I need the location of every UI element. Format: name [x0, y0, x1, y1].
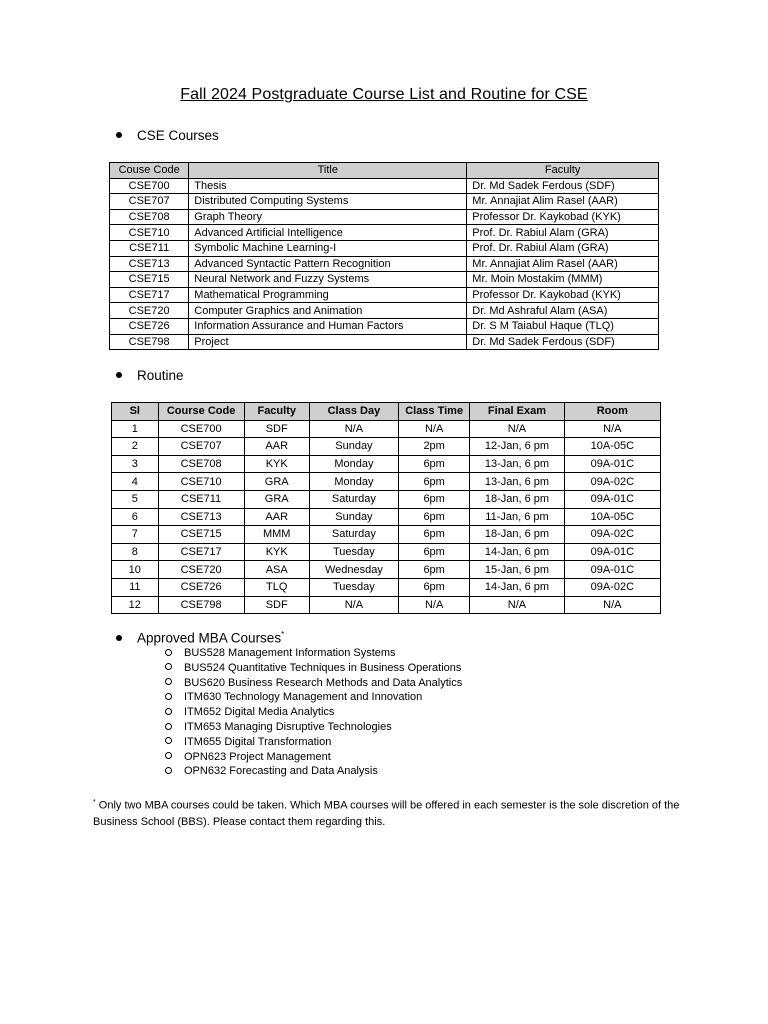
table-row [110, 240, 659, 256]
table-cell: N/A [470, 420, 564, 438]
column-header: Class Day [309, 403, 398, 421]
table-cell: 15-Jan, 6 pm [470, 561, 564, 579]
table-cell: Sunday [309, 508, 398, 526]
table-row [110, 209, 659, 225]
circle-bullet-icon [165, 723, 172, 730]
section-label: Approved MBA Courses [137, 630, 282, 646]
circle-bullet-icon [165, 649, 172, 656]
table-cell: Professor Dr. Kaykobad (KYK) [467, 287, 659, 303]
table-row [110, 256, 659, 272]
table-cell: CSE720 [158, 561, 244, 579]
list-item [165, 764, 462, 779]
table-row [112, 455, 661, 473]
table-cell: N/A [398, 420, 469, 438]
column-header: Course Code [158, 403, 244, 421]
table-row [110, 225, 659, 241]
table-cell: KYK [244, 543, 309, 561]
table-row [112, 438, 661, 456]
table-row [110, 272, 659, 288]
table-cell: N/A [470, 596, 564, 614]
table-cell: CSE711 [110, 240, 189, 256]
table-cell: GRA [244, 490, 309, 508]
footnote-marker: * [281, 630, 285, 639]
mba-course-label: BUS620 Business Research Methods and Data Analytics [184, 676, 463, 689]
table-cell: AAR [244, 438, 309, 456]
table-cell: 12 [112, 596, 159, 614]
cse-courses-table [109, 162, 659, 350]
list-item [165, 661, 462, 676]
table-cell: Dr. Md Sadek Ferdous (SDF) [467, 178, 659, 194]
mba-course-label: OPN632 Forecasting and Data Analysis [184, 765, 378, 778]
table-cell: 13-Jan, 6 pm [470, 473, 564, 491]
table-cell: 2 [112, 438, 159, 456]
footnote-marker: * [93, 799, 96, 806]
section-routine [116, 368, 184, 383]
list-item [165, 676, 462, 691]
table-cell: Computer Graphics and Animation [189, 303, 467, 319]
table-cell: CSE715 [110, 272, 189, 288]
table-cell: CSE707 [110, 194, 189, 210]
table-row [112, 473, 661, 491]
table-cell: CSE715 [158, 526, 244, 544]
circle-bullet-icon [165, 693, 172, 700]
table-cell: GRA [244, 473, 309, 491]
circle-bullet-icon [165, 737, 172, 744]
table-cell: CSE711 [158, 490, 244, 508]
list-item [165, 646, 462, 661]
mba-course-label: ITM652 Digital Media Analytics [184, 706, 335, 719]
table-cell: CSE713 [158, 508, 244, 526]
column-header: Room [564, 403, 660, 421]
table-cell: Wednesday [309, 561, 398, 579]
table-row [110, 303, 659, 319]
table-cell: 8 [112, 543, 159, 561]
table-row [112, 596, 661, 614]
table-cell: 4 [112, 473, 159, 491]
section-cse-courses [116, 128, 219, 143]
table-cell: SDF [244, 420, 309, 438]
column-header: Couse Code [110, 163, 189, 179]
table-cell: Thesis [189, 178, 467, 194]
table-row [112, 561, 661, 579]
section-label: CSE Courses [137, 128, 219, 143]
table-cell: Advanced Artificial Intelligence [189, 225, 467, 241]
circle-bullet-icon [165, 663, 172, 670]
table-row [112, 543, 661, 561]
table-cell: CSE726 [110, 318, 189, 334]
table-cell: 12-Jan, 6 pm [470, 438, 564, 456]
table-cell: 3 [112, 455, 159, 473]
table-cell: 6pm [398, 508, 469, 526]
table-cell: Project [189, 334, 467, 350]
table-cell: ASA [244, 561, 309, 579]
list-item [165, 750, 462, 765]
table-cell: CSE708 [110, 209, 189, 225]
table-cell: Monday [309, 455, 398, 473]
table-row [110, 318, 659, 334]
table-cell: 6pm [398, 455, 469, 473]
table-cell: 6pm [398, 473, 469, 491]
table-row [112, 490, 661, 508]
table-header-row [112, 403, 661, 421]
table-row [110, 194, 659, 210]
table-cell: CSE707 [158, 438, 244, 456]
table-cell: Mr. Moin Mostakim (MMM) [467, 272, 659, 288]
column-header: Faculty [467, 163, 659, 179]
table-cell: CSE710 [158, 473, 244, 491]
table-cell: AAR [244, 508, 309, 526]
table-cell: 18-Jan, 6 pm [470, 526, 564, 544]
column-header: Faculty [244, 403, 309, 421]
table-cell: Information Assurance and Human Factors [189, 318, 467, 334]
list-item [165, 720, 462, 735]
page-title: Fall 2024 Postgraduate Course List and Routine for CSE [180, 86, 588, 103]
mba-course-label: BUS528 Management Information Systems [184, 647, 396, 659]
table-cell: 2pm [398, 438, 469, 456]
table-cell: CSE798 [158, 596, 244, 614]
mba-course-label: BUS524 Quantitative Techniques in Business Operations [184, 661, 462, 674]
table-cell: SDF [244, 596, 309, 614]
table-cell: 6pm [398, 578, 469, 596]
circle-bullet-icon [165, 678, 172, 685]
table-cell: Dr. Md Sadek Ferdous (SDF) [467, 334, 659, 350]
routine-table [111, 402, 661, 614]
table-cell: CSE708 [158, 455, 244, 473]
footnote [93, 795, 683, 830]
list-item [165, 735, 462, 750]
table-cell: CSE717 [158, 543, 244, 561]
table-cell: 1 [112, 420, 159, 438]
table-cell: 6pm [398, 490, 469, 508]
table-cell: Prof. Dr. Rabiul Alam (GRA) [467, 225, 659, 241]
table-cell: Distributed Computing Systems [189, 194, 467, 210]
table-cell: 10A-05C [564, 438, 660, 456]
table-cell: Dr. S M Taiabul Haque (TLQ) [467, 318, 659, 334]
table-cell: N/A [309, 420, 398, 438]
table-cell: 6pm [398, 526, 469, 544]
table-cell: 09A-02C [564, 473, 660, 491]
table-row [110, 178, 659, 194]
table-cell: CSE720 [110, 303, 189, 319]
list-item [165, 705, 462, 720]
table-cell: 11-Jan, 6 pm [470, 508, 564, 526]
table-cell: 11 [112, 578, 159, 596]
table-cell: Dr. Md Ashraful Alam (ASA) [467, 303, 659, 319]
table-cell: 09A-01C [564, 543, 660, 561]
table-row [112, 508, 661, 526]
table-row [112, 578, 661, 596]
table-cell: N/A [564, 420, 660, 438]
table-cell: Symbolic Machine Learning-I [189, 240, 467, 256]
table-cell: 6 [112, 508, 159, 526]
table-cell: Monday [309, 473, 398, 491]
table-cell: CSE700 [110, 178, 189, 194]
table-row [112, 526, 661, 544]
table-cell: Prof. Dr. Rabiul Alam (GRA) [467, 240, 659, 256]
table-cell: 6pm [398, 561, 469, 579]
mba-course-label: ITM655 Digital Transformation [184, 735, 332, 748]
section-mba [116, 630, 284, 646]
table-cell: CSE798 [110, 334, 189, 350]
table-cell: Mr. Annajiat Alim Rasel (AAR) [467, 194, 659, 210]
table-cell: Graph Theory [189, 209, 467, 225]
table-cell: 09A-01C [564, 490, 660, 508]
table-cell: 10 [112, 561, 159, 579]
mba-course-label: ITM630 Technology Management and Innovation [184, 691, 423, 704]
table-cell: 18-Jan, 6 pm [470, 490, 564, 508]
table-cell: CSE710 [110, 225, 189, 241]
table-row [110, 287, 659, 303]
bullet-icon [116, 132, 122, 138]
table-cell: N/A [309, 596, 398, 614]
bullet-icon [116, 372, 122, 378]
circle-bullet-icon [165, 752, 172, 759]
table-row [112, 420, 661, 438]
table-cell: 7 [112, 526, 159, 544]
table-header-row [110, 163, 659, 179]
bullet-icon [116, 635, 122, 641]
table-cell: 09A-02C [564, 578, 660, 596]
section-label: Routine [137, 368, 184, 383]
table-row [110, 334, 659, 350]
table-cell: 14-Jan, 6 pm [470, 543, 564, 561]
mba-course-label: OPN623 Project Management [184, 750, 331, 763]
table-cell: Advanced Syntactic Pattern Recognition [189, 256, 467, 272]
table-cell: 10A-05C [564, 508, 660, 526]
table-cell: Mr. Annajiat Alim Rasel (AAR) [467, 256, 659, 272]
mba-course-label: ITM653 Managing Disruptive Technologies [184, 720, 392, 733]
table-cell: 14-Jan, 6 pm [470, 578, 564, 596]
mba-course-list [165, 646, 462, 779]
table-cell: 5 [112, 490, 159, 508]
table-cell: Professor Dr. Kaykobad (KYK) [467, 209, 659, 225]
table-cell: 6pm [398, 543, 469, 561]
table-cell: Tuesday [309, 543, 398, 561]
table-cell: 09A-01C [564, 455, 660, 473]
table-cell: 13-Jan, 6 pm [470, 455, 564, 473]
table-cell: 09A-02C [564, 526, 660, 544]
table-cell: N/A [398, 596, 469, 614]
table-cell: Saturday [309, 526, 398, 544]
footnote-text: Only two MBA courses could be taken. Which MBA courses will be offered in each semester is the sole discretion of the Business School (BBS). Please contact them regarding this. [93, 799, 680, 828]
circle-bullet-icon [165, 767, 172, 774]
table-cell: TLQ [244, 578, 309, 596]
table-cell: CSE717 [110, 287, 189, 303]
table-cell: Tuesday [309, 578, 398, 596]
table-cell: KYK [244, 455, 309, 473]
table-cell: 09A-01C [564, 561, 660, 579]
circle-bullet-icon [165, 708, 172, 715]
table-cell: CSE700 [158, 420, 244, 438]
column-header: Title [189, 163, 467, 179]
table-cell: CSE713 [110, 256, 189, 272]
table-cell: Sunday [309, 438, 398, 456]
column-header: Class Time [398, 403, 469, 421]
column-header: Final Exam [470, 403, 564, 421]
table-cell: N/A [564, 596, 660, 614]
table-cell: Mathematical Programming [189, 287, 467, 303]
table-cell: Neural Network and Fuzzy Systems [189, 272, 467, 288]
column-header: Sl [112, 403, 159, 421]
list-item [165, 690, 462, 705]
table-cell: Saturday [309, 490, 398, 508]
table-cell: MMM [244, 526, 309, 544]
table-cell: CSE726 [158, 578, 244, 596]
